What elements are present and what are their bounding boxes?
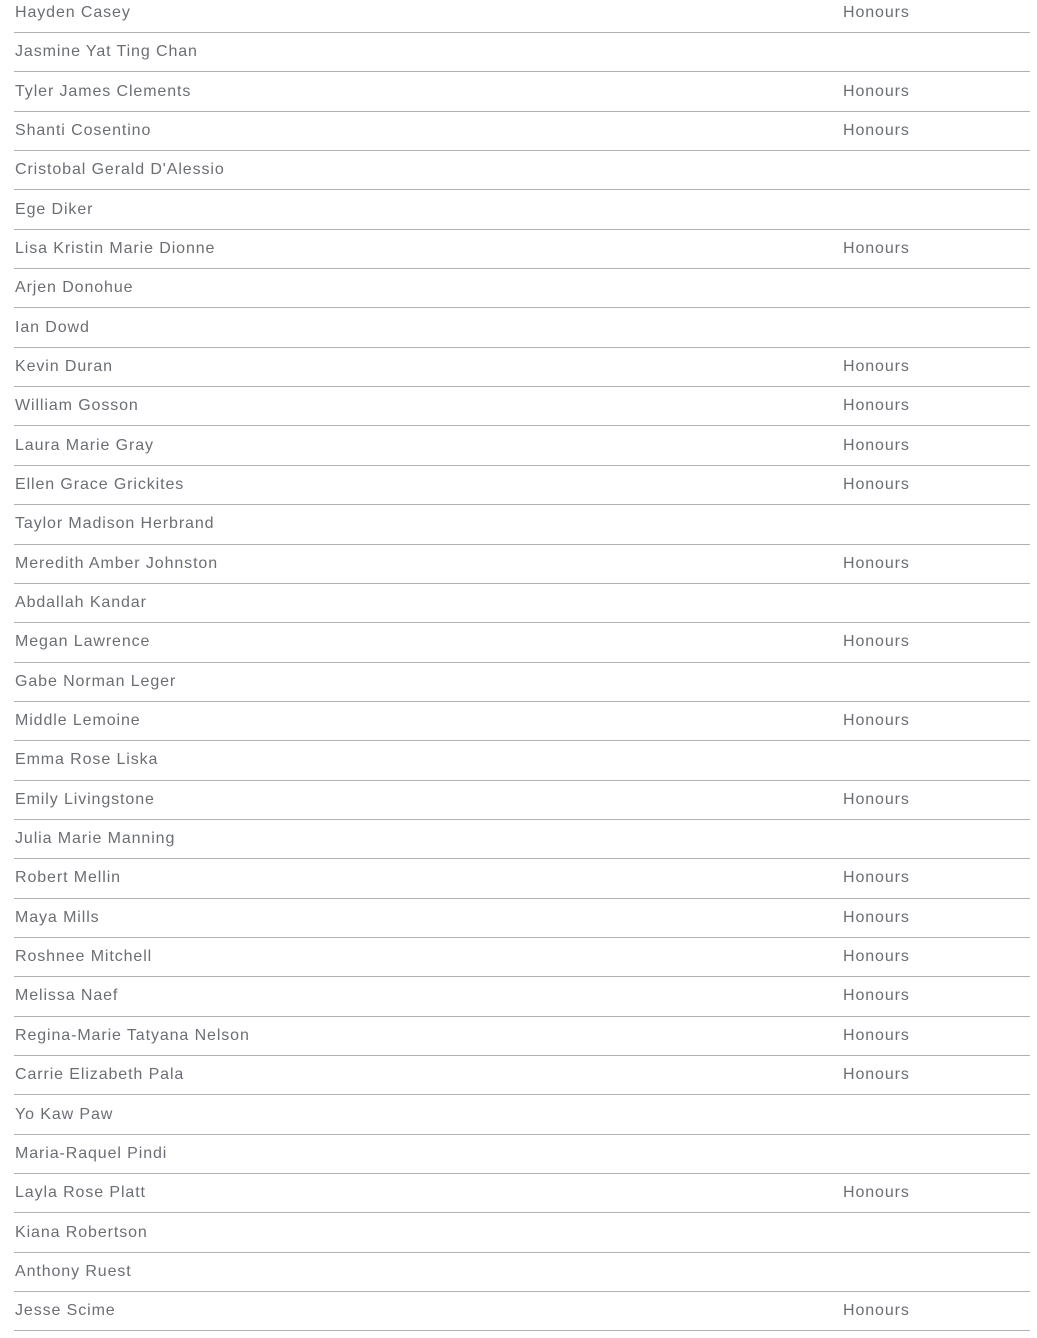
graduate-name: Melissa Naef: [15, 987, 119, 1005]
table-row: [14, 859, 1030, 898]
table-row: [14, 466, 1030, 505]
graduate-name: Maya Mills: [15, 908, 100, 926]
table-row: [14, 308, 1030, 347]
table-row: [14, 426, 1030, 465]
table-row: [14, 348, 1030, 387]
graduate-name: Ellen Grace Grickites: [15, 476, 185, 493]
honours-designation: Honours: [843, 908, 910, 926]
table-row: [14, 545, 1030, 584]
table-row: [14, 1253, 1030, 1292]
graduate-name: Abdallah Kandar: [15, 594, 147, 612]
table-row: [14, 702, 1030, 741]
table-row: [14, 230, 1030, 269]
graduate-name: Megan Lawrence: [15, 633, 151, 651]
graduate-name: Layla Rose Platt: [15, 1184, 146, 1202]
table-row: [14, 151, 1030, 190]
graduate-name: Kiana Robertson: [15, 1223, 148, 1241]
table-row: [14, 820, 1030, 859]
honours-designation: Honours: [843, 1066, 910, 1084]
table-row: [14, 0, 1030, 33]
table-row: [14, 505, 1030, 544]
honours-designation: Honours: [843, 869, 910, 887]
honours-designation: Honours: [843, 987, 910, 1005]
graduate-name: Arjen Donohue: [15, 279, 134, 297]
graduate-name: Roshnee Mitchell: [15, 948, 153, 966]
honours-designation: Honours: [843, 3, 910, 21]
graduate-name: Ege Diker: [15, 200, 94, 218]
table-row: [14, 977, 1030, 1016]
honours-designation: Honours: [843, 790, 910, 808]
graduate-name: Emily Livingstone: [15, 790, 155, 808]
table-row: [14, 1056, 1030, 1095]
graduate-name: Maria-Raquel Pindi: [15, 1144, 168, 1162]
honours-designation: Honours: [843, 397, 910, 415]
table-row: [14, 663, 1030, 702]
honours-designation: Honours: [843, 554, 910, 572]
graduate-name: Yo Kaw Paw: [15, 1105, 114, 1123]
graduate-name: Lisa Kristin Marie Dionne: [15, 239, 216, 257]
table-row: [14, 190, 1030, 229]
graduate-name: Ian Dowd: [15, 318, 90, 336]
honours-designation: Honours: [843, 712, 910, 730]
graduate-name: Middle Lemoine: [15, 712, 141, 730]
honours-designation: Honours: [843, 1184, 910, 1202]
table-row: [14, 584, 1030, 623]
honours-designation: Honours: [843, 436, 910, 454]
table-row: [14, 1174, 1030, 1213]
honours-designation: Honours: [843, 1302, 910, 1320]
graduate-name: Robert Mellin: [15, 869, 121, 887]
graduate-name: Hayden Casey: [15, 3, 131, 21]
graduate-name: Laura Marie Gray: [15, 436, 154, 454]
honours-designation: Honours: [843, 121, 910, 139]
table-row: [14, 1017, 1030, 1056]
graduate-name: Shanti Cosentino: [15, 121, 152, 139]
table-row: [14, 1135, 1030, 1174]
table-row: [14, 938, 1030, 977]
graduate-name: Jasmine Yat Ting Chan: [15, 43, 198, 61]
graduate-name: William Gosson: [15, 397, 139, 415]
table-row: [14, 112, 1030, 151]
honours-designation: Honours: [843, 633, 910, 651]
graduate-name: Tyler James Clements: [15, 82, 192, 100]
table-row: [14, 741, 1030, 780]
graduate-name: Emma Rose Liska: [15, 751, 159, 769]
table-row: [14, 781, 1030, 820]
graduate-name: Cristobal Gerald D'Alessio: [15, 161, 225, 179]
table-row: [14, 269, 1030, 308]
graduate-name: Julia Marie Manning: [15, 830, 176, 848]
table-row: [14, 33, 1030, 72]
graduate-name: Regina-Marie Tatyana Nelson: [15, 1026, 250, 1044]
table-row: [14, 1292, 1030, 1331]
honours-designation: Honours: [843, 476, 910, 493]
graduate-name: Jesse Scime: [15, 1302, 116, 1320]
table-row: [14, 1095, 1030, 1134]
graduate-name: Gabe Norman Leger: [15, 672, 177, 690]
table-row: [14, 72, 1030, 111]
honours-designation: Honours: [843, 948, 910, 966]
table-row: [14, 899, 1030, 938]
honours-designation: Honours: [843, 357, 910, 375]
graduate-name: Anthony Ruest: [15, 1262, 132, 1280]
honours-designation: Honours: [843, 82, 910, 100]
table-row: [14, 623, 1030, 662]
graduate-name: Kevin Duran: [15, 357, 113, 375]
graduate-name: Carrie Elizabeth Pala: [15, 1066, 185, 1084]
graduates-table: [14, 0, 1030, 1331]
graduate-name: Meredith Amber Johnston: [15, 554, 219, 572]
honours-designation: Honours: [843, 239, 910, 257]
honours-designation: Honours: [843, 1026, 910, 1044]
table-row: [14, 387, 1030, 426]
table-row: [14, 1213, 1030, 1252]
graduate-name: Taylor Madison Herbrand: [15, 515, 215, 533]
